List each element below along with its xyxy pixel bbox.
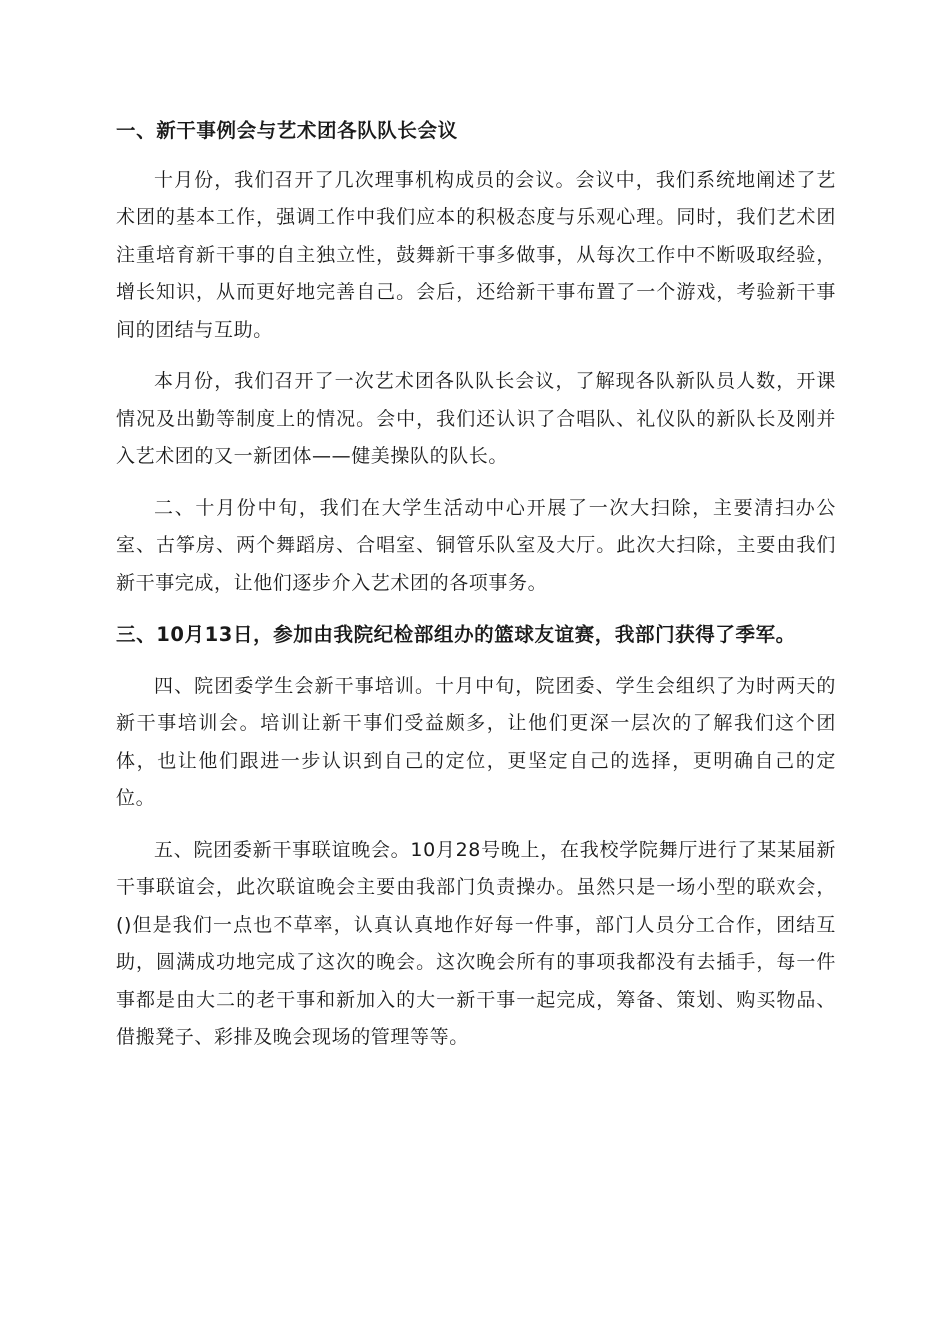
paragraph-gala: 五、院团委新干事联谊晚会。10月28号晚上，在我校学院舞厅进行了某某届新干事联谊会，此次联谊晚会主要由我部门负责操办。虽然只是一场小型的联欢会，()但是我们一点也不草率，认真认真地作好每一件事，部门人员分工合作，团结互助，圆满成功地完成了这次的晚会。这次晚会所有的事项我都没有去插手，每一件事都是由大二的老干事和新加入的大一新干事一起完成，筹备、策划、购买物品、借搬凳子、彩排及晚会现场的管理等等。 xyxy=(116,838,836,1048)
section-heading-3: 三、10月13日，参加由我院纪检部组办的篮球友谊赛，我部门获得了季军。 xyxy=(116,623,796,646)
paragraph-cleanup: 二、十月份中旬，我们在大学生活动中心开展了一次大扫除，主要清扫办公室、古筝房、两个舞蹈房、合唱室、铜管乐队室及大厅。此次大扫除，主要由我们新干事完成，让他们逐步介入艺术团的各项事务。 xyxy=(116,496,836,594)
section-heading-1: 一、新干事例会与艺术团各队队长会议 xyxy=(116,119,458,142)
document-body xyxy=(116,112,836,1057)
paragraph-officer-meetings: 十月份，我们召开了几次理事机构成员的会议。会议中，我们系统地阐述了艺术团的基本工作，强调工作中我们应本的积极态度与乐观心理。同时，我们艺术团注重培育新干事的自主独立性，鼓舞新干事多做事，从每次工作中不断吸取经验，增长知识，从而更好地完善自己。会后，还给新干事布置了一个游戏，考验新干事间的团结与互助。 xyxy=(116,168,836,341)
paragraph-team-leader-meeting: 本月份，我们召开了一次艺术团各队队长会议，了解现各队新队员人数，开课情况及出勤等制度上的情况。会中，我们还认识了合唱队、礼仪队的新队长及刚并入艺术团的又一新团体——健美操队的队长。 xyxy=(116,370,836,467)
paragraph-training: 四、院团委学生会新干事培训。十月中旬，院团委、学生会组织了为时两天的新干事培训会。培训让新干事们受益颇多，让他们更深一层次的了解我们这个团体，也让他们跟进一步认识到自己的定位，更坚定自己的选择，更明确自己的定位。 xyxy=(116,674,836,809)
